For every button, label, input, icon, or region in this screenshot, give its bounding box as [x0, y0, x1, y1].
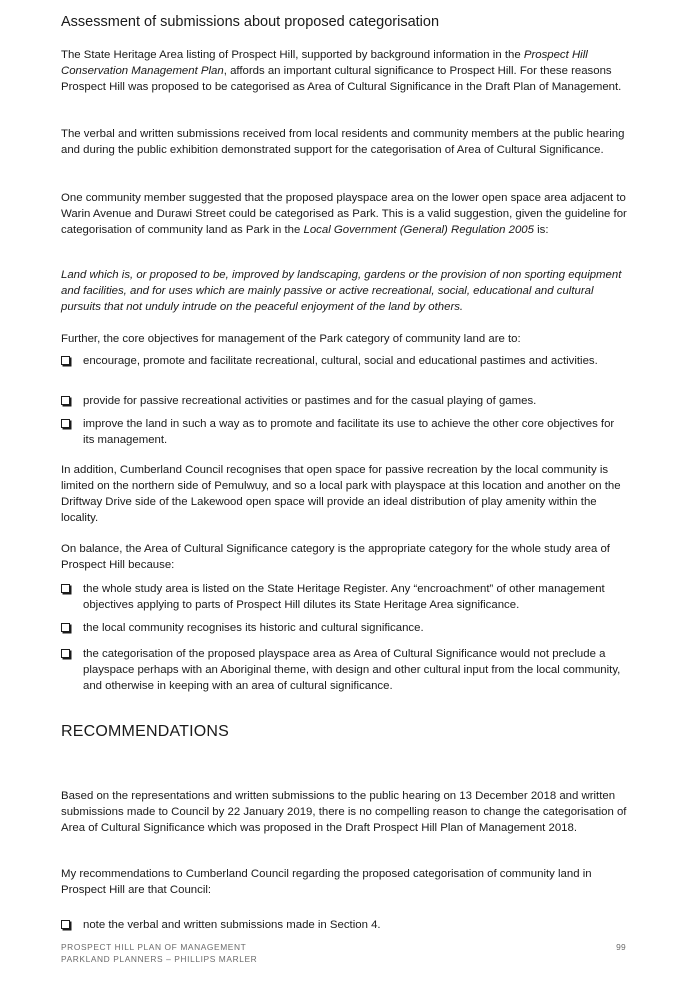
checkbox-bullet-icon — [61, 920, 70, 929]
footer-document-title: PROSPECT HILL PLAN OF MANAGEMENT — [61, 942, 247, 952]
regulation-title: Local Government (General) Regulation 2005 — [303, 224, 534, 236]
checkbox-bullet-icon — [61, 419, 70, 428]
paragraph-text: One community member suggested that the proposed playspace area on the lower open space area adjacent to Warin Avenue and Durawi Street could be categorised as Park. This is a valid suggestion, given the guideline for categorisation of community land as Park in the — [61, 192, 627, 236]
paragraph-submissions-support: The verbal and written submissions received from local residents and community members at the public hearing and during the public exhibition demonstrated support for the categorisation of Area of Cultural Significance. — [61, 128, 625, 156]
document-title-cmp: Prospect Hill Conservation Management Plan — [61, 49, 588, 77]
list-item-text: the local community recognises its historic and cultural significance. — [83, 622, 424, 634]
list-item — [61, 646, 631, 694]
page-number: 99 — [616, 942, 626, 952]
list-item-text: the categorisation of the proposed playspace area as Area of Cultural Significance would not preclude a playspace perhaps with an Aboriginal theme, with design and other cultural input from the local community, and otherwise in keeping with an area of cultural significance. — [83, 648, 621, 692]
quoted-park-guideline: Land which is, or proposed to be, improved by landscaping, gardens or the provision of non sporting equipment and facilities, and for uses which are mainly passive or active recreational, social, educational and cultural pursuits that not unduly intrude on the peaceful enjoyment of the land by others. — [61, 269, 622, 313]
section-heading-assessment: Assessment of submissions about proposed categorisation — [61, 14, 440, 30]
list-item-text: encourage, promote and facilitate recreational, cultural, social and educational pastimes and activities. — [83, 355, 598, 367]
list-item-text: the whole study area is listed on the State Heritage Register. Any “encroachment” of other management objectives applying to parts of Prospect Hill dilutes its State Heritage Area significance. — [83, 583, 605, 611]
checkbox-bullet-icon — [61, 623, 70, 632]
list-item — [61, 416, 631, 448]
checkbox-bullet-icon — [61, 356, 70, 365]
paragraph-no-compelling-reason: Based on the representations and written submissions to the public hearing on 13 December 2018 and written submissions made to Council by 22 January 2019, there is no compelling reason to change the categorisation of Area of Cultural Significance which was proposed in the Draft Prospect Hill Plan of Management 2018. — [61, 790, 627, 834]
list-item-text: note the verbal and written submissions made in Section 4. — [83, 919, 381, 931]
list-item — [61, 620, 631, 636]
recommendations-heading: RECOMMENDATIONS — [61, 723, 230, 740]
page-footer — [61, 941, 626, 965]
checkbox-bullet-icon — [61, 584, 70, 593]
paragraph-park-suggestion — [61, 190, 629, 238]
paragraph-text: , affords an important cultural significance to Prospect Hill. For these reasons Prospect Hill was proposed to be categorised as Area of Cultural Significance in the Draft Plan of Management. — [61, 65, 622, 93]
checkbox-bullet-icon — [61, 649, 70, 658]
footer-authors: PARKLAND PLANNERS – PHILLIPS MARLER — [61, 954, 258, 964]
list-item — [61, 353, 631, 369]
list-item — [61, 393, 631, 409]
paragraph-my-recommendations: My recommendations to Cumberland Council regarding the proposed categorisation of community land in Prospect Hill are that Council: — [61, 868, 592, 896]
paragraph-heritage-listing — [61, 47, 629, 95]
checkbox-bullet-icon — [61, 396, 70, 405]
paragraph-core-objectives: Further, the core objectives for management of the Park category of community land are to: — [61, 333, 521, 345]
list-item-text: provide for passive recreational activities or pastimes and for the casual playing of games. — [83, 395, 537, 407]
paragraph-text: The State Heritage Area listing of Prospect Hill, supported by background information in the — [61, 49, 524, 61]
paragraph-on-balance: On balance, the Area of Cultural Significance category is the appropriate category for the whole study area of Prospect Hill because: — [61, 543, 610, 571]
list-item — [61, 917, 631, 933]
paragraph-text: is: — [533, 224, 549, 236]
paragraph-local-park: In addition, Cumberland Council recognises that open space for passive recreation by the local community is limited on the northern side of Pemulwuy, and so a local park with playspace at this location and another on the Driftway Drive side of the Lakewood open space will provide an ideal distribution of play amenity within the locality. — [61, 464, 621, 524]
list-item-text: improve the land in such a way as to promote and facilitate its use to achieve the other core objectives for its management. — [83, 418, 615, 446]
list-item — [61, 581, 631, 613]
